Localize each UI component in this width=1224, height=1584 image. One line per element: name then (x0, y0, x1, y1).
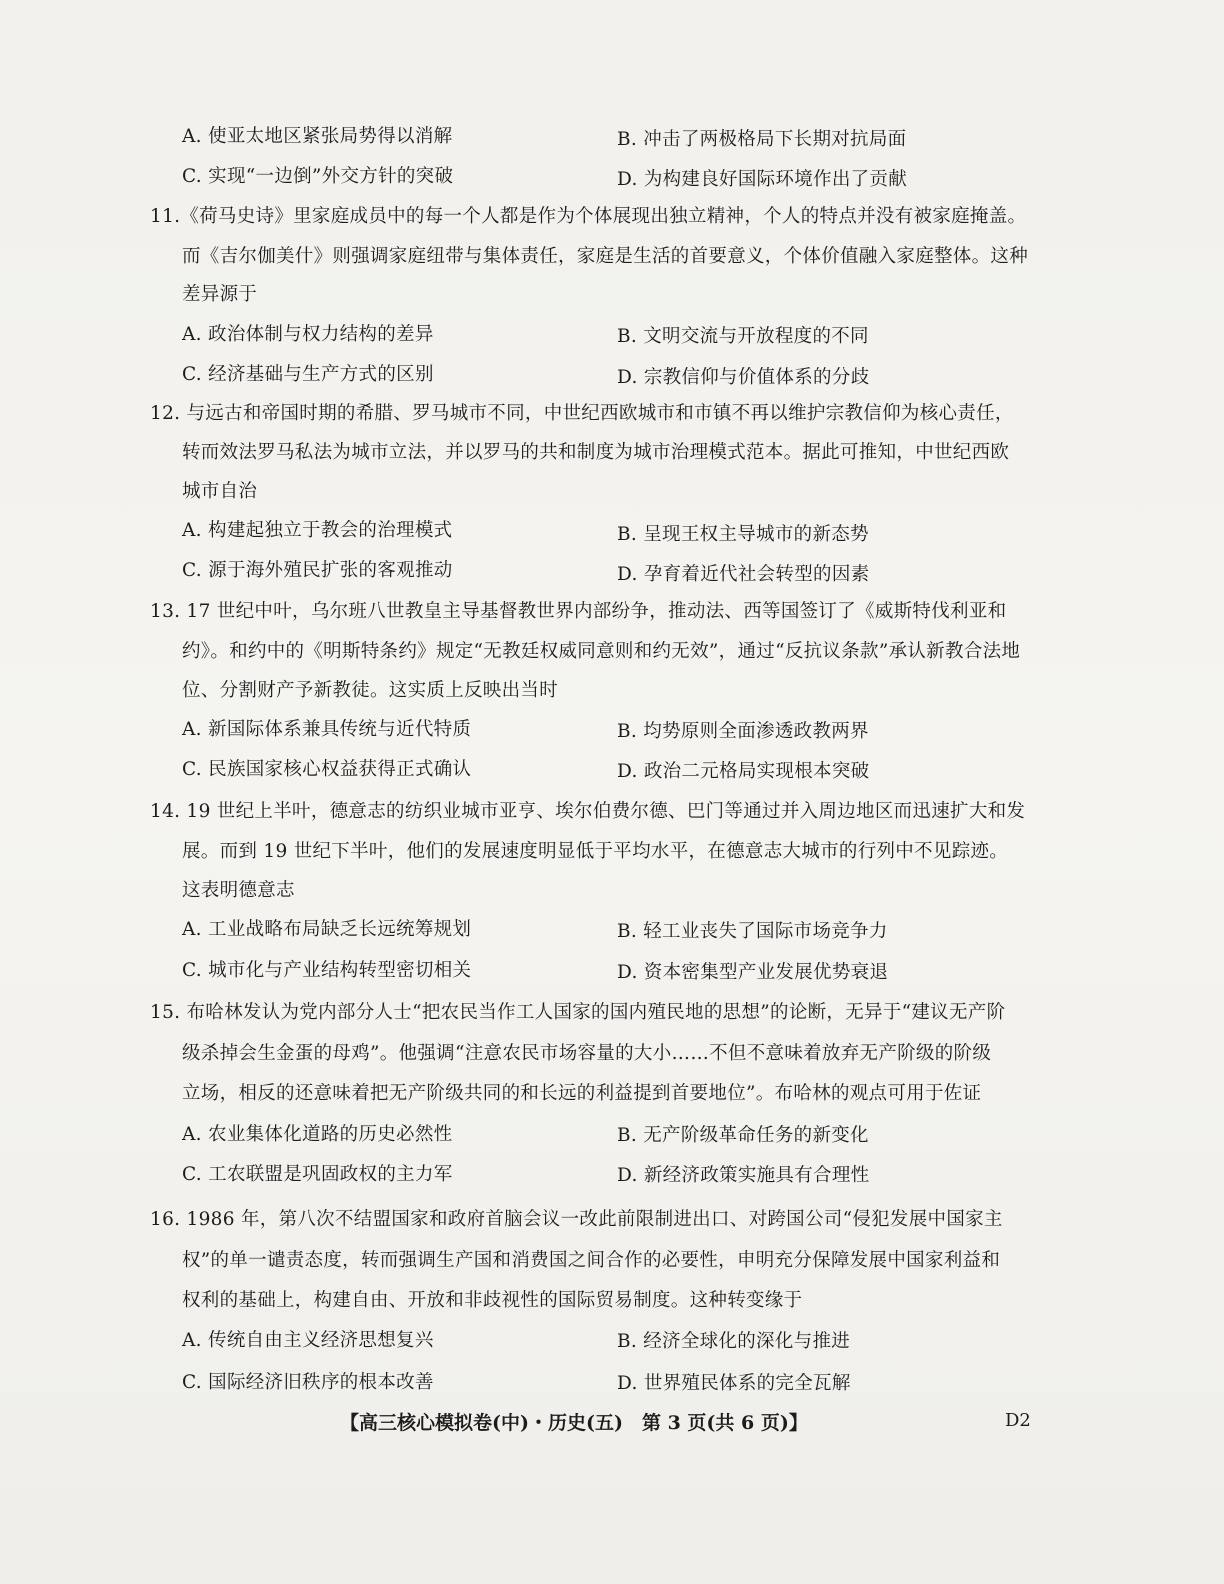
q11-stem-line-2: 而《吉尔伽美什》则强调家庭纽带与集体责任，家庭是生活的首要意义，个体价值融入家庭整体。这种 (182, 246, 1029, 267)
q16-stem-line-2: 权”的单一谴责态度，转而强调生产国和消费国之间合作的必要性，申明充分保障发展中国家利益和 (182, 1250, 1001, 1271)
paper-code: D2 (1005, 1410, 1031, 1431)
q12-option-c: C. 源于海外殖民扩张的客观推动 (182, 560, 453, 581)
q14-option-a: A. 工业战略布局缺乏长远统筹规划 (182, 919, 472, 940)
q14-option-c: C. 城市化与产业结构转型密切相关 (182, 960, 472, 981)
q13-option-d: D. 政治二元格局实现根本突破 (617, 761, 870, 782)
q14-option-d: D. 资本密集型产业发展优势衰退 (617, 962, 889, 983)
q13-stem-line-2: 约》。和约中的《明斯特条约》规定“无教廷权威同意则和约无效”，通过“反抗议条款”承认新教合法地 (182, 641, 1021, 662)
q11-stem-line-1: 11.《荷马史诗》里家庭成员中的每一个人都是作为个体展现出独立精神，个人的特点并没有被家庭掩盖。 (150, 206, 1027, 227)
q15-option-c: C. 工农联盟是巩固政权的主力军 (182, 1164, 453, 1185)
q10-option-a: A. 使亚太地区紧张局势得以消解 (182, 126, 453, 147)
q10-option-d: D. 为构建良好国际环境作出了贡献 (617, 169, 908, 190)
q11-option-b: B. 文明交流与开放程度的不同 (617, 326, 869, 347)
q11-option-a: A. 政治体制与权力结构的差异 (182, 324, 434, 345)
q15-option-a: A. 农业集体化道路的历史必然性 (182, 1124, 453, 1145)
q12-option-d: D. 孕育着近代社会转型的因素 (617, 564, 870, 585)
q14-stem-line-1: 14. 19 世纪上半叶，德意志的纺织业城市亚亨、埃尔伯费尔德、巴门等通过并入周边地区而迅速扩大和发 (150, 801, 1026, 822)
q13-option-a: A. 新国际体系兼具传统与近代特质 (182, 719, 472, 740)
q12-option-b: B. 呈现王权主导城市的新态势 (617, 524, 869, 545)
q16-option-a: A. 传统自由主义经济思想复兴 (182, 1330, 434, 1351)
q16-stem-line-3: 权利的基础上，构建自由、开放和非歧视性的国际贸易制度。这种转变缘于 (182, 1290, 803, 1311)
q16-stem-line-1: 16. 1986 年，第八次不结盟国家和政府首脑会议一改此前限制进出口、对跨国公司“侵犯发展中国家主 (150, 1209, 1003, 1230)
q10-option-b: B. 冲击了两极格局下长期对抗局面 (617, 129, 907, 150)
q13-stem-line-1: 13. 17 世纪中叶，乌尔班八世教皇主导基督教世界内部纷争，推动法、西等国签订了《威斯特伐利亚和 (150, 601, 1007, 622)
q15-stem-line-3: 立场，相反的还意味着把无产阶级共同的和长远的利益提到首要地位”。布哈林的观点可用于佐证 (182, 1083, 982, 1104)
q15-option-b: B. 无产阶级革命任务的新变化 (617, 1125, 869, 1146)
q16-option-b: B. 经济全球化的深化与推进 (617, 1331, 851, 1352)
q15-stem-line-2: 级杀掉会生金蛋的母鸡”。他强调“注意农民市场容量的大小……不但不意味着放弃无产阶级的阶级 (182, 1043, 992, 1064)
q16-option-c: C. 国际经济旧秩序的根本改善 (182, 1372, 434, 1393)
q11-stem-line-3: 差异源于 (182, 284, 258, 305)
q12-stem-line-3: 城市自治 (182, 481, 258, 502)
q16-option-d: D. 世界殖民体系的完全瓦解 (617, 1373, 851, 1394)
page-footer: 【高三核心模拟卷(中)・历史(五) 第 3 页(共 6 页)】 (340, 1412, 808, 1434)
q13-option-b: B. 均势原则全面渗透政教两界 (617, 721, 869, 742)
q11-option-d: D. 宗教信仰与价值体系的分歧 (617, 367, 870, 388)
q12-stem-line-2: 转而效法罗马私法为城市立法，并以罗马的共和制度为城市治理模式范本。据此可推知，中世纪西欧 (182, 442, 1010, 463)
q10-option-c: C. 实现“一边倒”外交方针的突破 (182, 166, 454, 187)
q11-option-c: C. 经济基础与生产方式的区别 (182, 364, 434, 385)
q12-option-a: A. 构建起独立于教会的治理模式 (182, 520, 453, 541)
q14-stem-line-3: 这表明德意志 (182, 880, 295, 901)
q14-option-b: B. 轻工业丧失了国际市场竞争力 (617, 921, 888, 942)
q15-option-d: D. 新经济政策实施具有合理性 (617, 1165, 870, 1186)
q13-option-c: C. 民族国家核心权益获得正式确认 (182, 759, 472, 780)
q14-stem-line-2: 展。而到 19 世纪下半叶，他们的发展速度明显低于平均水平，在德意志大城市的行列中不见踪迹。 (182, 841, 1009, 862)
q12-stem-line-1: 12. 与远古和帝国时期的希腊、罗马城市不同，中世纪西欧城市和市镇不再以维护宗教信仰为核心责任， (150, 403, 1014, 424)
q13-stem-line-3: 位、分割财产予新教徒。这实质上反映出当时 (182, 680, 559, 701)
q15-stem-line-1: 15. 布哈林发认为党内部分人士“把农民当作工人国家的国内殖民地的思想”的论断，无异于“建议无产阶 (150, 1002, 1006, 1023)
